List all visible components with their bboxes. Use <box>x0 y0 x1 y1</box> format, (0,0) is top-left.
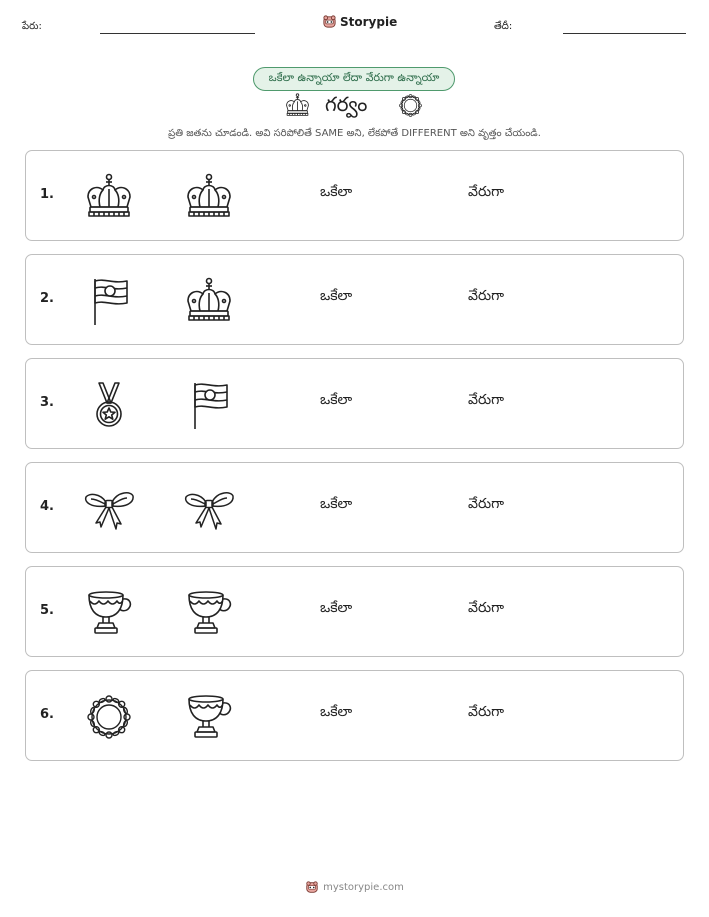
instructions: ప్రతి జతను చూడండి. అవి సరిపోలితే SAME అని, లేకపోతే DIFFERENT అని వృత్తం చేయండి. <box>168 128 541 139</box>
crown-icon <box>284 92 311 119</box>
wreath-icon <box>397 92 424 119</box>
same-option[interactable]: ఒకేలా <box>320 496 353 512</box>
name-label: పేరు: <box>22 21 42 32</box>
brand-logo <box>322 14 397 29</box>
same-option[interactable]: ఒకేలా <box>320 288 353 304</box>
footer-url[interactable]: mystorypie.com <box>323 881 404 893</box>
question-row <box>25 566 684 657</box>
different-option[interactable]: వేరుగా <box>468 184 504 200</box>
bow-icon <box>183 483 235 535</box>
footer <box>0 880 709 894</box>
crown-icon <box>83 171 135 223</box>
question-number: 2. <box>40 291 54 306</box>
question-number: 5. <box>40 603 54 618</box>
wreath-icon <box>83 691 135 743</box>
question-number: 4. <box>40 499 54 514</box>
question-row <box>25 254 684 345</box>
same-option[interactable]: ఒకేలా <box>320 184 353 200</box>
date-label: తేదీ: <box>494 21 513 32</box>
topic-badge: ఒకేలా ఉన్నాయా లేదా వేరుగా ఉన్నాయా <box>253 67 455 91</box>
flag-icon <box>183 379 235 431</box>
question-row <box>25 150 684 241</box>
storypie-mascot-icon <box>322 14 337 29</box>
brand-name: Storypie <box>340 14 398 29</box>
different-option[interactable]: వేరుగా <box>468 704 504 720</box>
question-number: 3. <box>40 395 54 410</box>
question-number: 1. <box>40 187 54 202</box>
name-line <box>100 33 255 34</box>
same-option[interactable]: ఒకేలా <box>320 600 353 616</box>
title-row <box>0 92 709 118</box>
same-option[interactable]: ఒకేలా <box>320 704 353 720</box>
trophy-icon <box>183 691 235 743</box>
question-row <box>25 462 684 553</box>
question-row <box>25 358 684 449</box>
question-row <box>25 670 684 761</box>
trophy-icon <box>83 587 135 639</box>
question-number: 6. <box>40 707 54 722</box>
trophy-icon <box>183 587 235 639</box>
flag-icon <box>83 275 135 327</box>
worksheet-header <box>0 0 709 40</box>
different-option[interactable]: వేరుగా <box>468 600 504 616</box>
medal-icon <box>83 379 135 431</box>
different-option[interactable]: వేరుగా <box>468 392 504 408</box>
page-title: గర్వం <box>325 92 368 116</box>
date-line <box>563 33 686 34</box>
crown-icon <box>183 275 235 327</box>
bow-icon <box>83 483 135 535</box>
crown-icon <box>183 171 235 223</box>
different-option[interactable]: వేరుగా <box>468 288 504 304</box>
different-option[interactable]: వేరుగా <box>468 496 504 512</box>
same-option[interactable]: ఒకేలా <box>320 392 353 408</box>
storypie-mascot-icon <box>305 880 319 894</box>
